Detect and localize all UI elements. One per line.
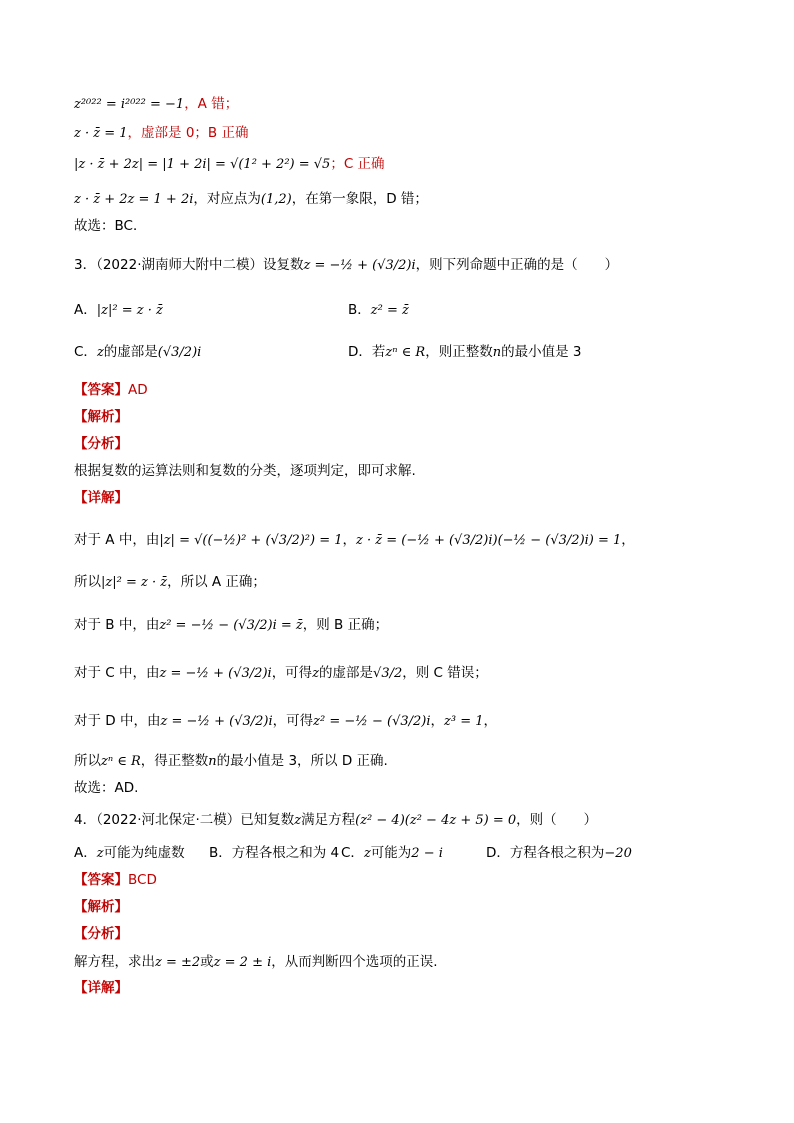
math-expression: z · z̄ = 1 [74,126,128,141]
text: ， [430,713,445,729]
q3-detail-c [74,663,734,684]
option-label: A． [74,845,97,861]
text: 的虚部是 [319,665,374,681]
math-expression: |z · z̄ + 2z| = |1 + 2i| = √(1² + 2²) = √5 [74,157,331,172]
text: 所以 [74,753,101,769]
q4-option-c [341,843,443,864]
fenxi-tag: 【分析】 [74,926,128,942]
q3-options-row-1 [74,300,734,321]
q3-option-b [348,300,409,321]
q3-final-answer: 故选：AD. [74,780,139,796]
text: 所以 [74,574,101,590]
text: 或 [200,954,214,970]
option-text: 可能为 [370,845,412,861]
text: 满足方程 [301,812,356,828]
text: ，则 B 正确； [302,617,389,633]
prev-line-1 [74,94,734,115]
text: ，得正整数 [140,753,209,769]
q3-option-d [348,342,581,363]
math-expression: z = 2 ± i [213,955,272,970]
q3-detail-b [74,615,734,636]
option-label: D．若 [348,344,386,360]
text: ， [342,532,357,548]
q3-xiangjie-tag [74,488,734,508]
q3-detail-d-conclusion [74,751,734,772]
math-expression: |z|² = z · z̄ [101,575,168,590]
answer-tag: 【答案】 [74,872,128,888]
math-expression: |z| = √((−½)² + (√3/2)²) = 1 [159,533,343,548]
analysis-tag: 【解析】 [74,899,128,915]
math-expression: zⁿ ∈ R [101,754,141,769]
math-expression: z · z̄ = (−½ + (√3/2)i)(−½ − (√3/2)i) = 1 [356,533,622,548]
math-expression: z = ±2 [155,955,201,970]
q4-stem [74,810,734,831]
q4-fenxi-tag [74,924,734,944]
prev-answer: 故选：BC． [74,218,147,234]
q3-option-c [74,344,201,360]
math-expression: z = −½ + (√3/2)i [160,714,273,729]
q4-xiangjie-tag [74,978,734,998]
math-expression: |z|² = z · z̄ [96,303,163,318]
math-expression: (√3/2)i [157,345,202,360]
q3-stem-post: ，则下列命题中正确的是（ ） [415,257,619,273]
text: ，对应点为 [193,191,261,207]
option-label: C． [341,845,364,861]
option-text: 的虚部是 [103,344,158,360]
q4-analysis-tag [74,897,734,917]
math-variable: z [96,846,104,861]
math-variable: z [312,666,320,681]
xiangjie-tag: 【详解】 [74,980,128,996]
option-label: B．方程各根之和为 4 [209,845,340,861]
q3-answer [74,380,734,400]
math-expression: z² = z̄ [370,303,409,318]
text: 对于 A 中，由 [74,532,160,548]
text: ，可得 [271,665,313,681]
judgement-note: ，虚部是 0；B 正确 [127,125,249,141]
q3-fenxi: 根据复数的运算法则和复数的分类，逐项判定，即可求解. [74,463,416,479]
q4-stem-pre: 4．（2022·河北保定·二模）已知复数 [74,812,295,828]
q3-options-row-2 [74,342,734,363]
math-variable: z [96,345,104,360]
text: ，所以 A 正确； [167,574,266,590]
math-expression: z = −½ + (√3/2)i [159,666,272,681]
math-expression: (1,2) [260,192,292,207]
math-expression: z³ = 1 [444,714,484,729]
math-variable: n [208,754,217,769]
text: ，从而判断四个选项的正误. [271,954,438,970]
q3-stem [74,255,734,276]
q3-fenxi-tag [74,434,734,454]
prev-line-3 [74,154,734,175]
text: 的最小值是 3，所以 D 正确. [216,753,388,769]
judgement-note: ；C 正确 [330,156,385,172]
option-label: D．方程各根之积为 [486,845,605,861]
q4-stem-post: ，则（ ） [516,812,598,828]
q3-option-a [74,302,163,318]
q4-option-d [486,843,632,864]
math-expression: −20 [604,846,632,861]
text: 对于 B 中，由 [74,617,160,633]
text: 对于 C 中，由 [74,665,160,681]
option-label: C． [74,344,97,360]
judgement-note: ，A 错； [184,96,239,112]
answer-value: BCD [128,872,157,888]
q4-option-a [74,845,185,861]
math-variable: z [363,846,371,861]
math-expression: 2 − i [411,846,443,861]
q3-analysis-tag [74,407,734,427]
q4-option-b [209,843,339,863]
text: ， [483,713,498,729]
math-expression: z² = −½ − (√3/2)i [313,714,431,729]
option-label: B． [348,302,371,318]
q4-fenxi [74,952,734,973]
answer-tag: 【答案】 [74,382,128,398]
math-variable: n [492,345,502,360]
q3-detail-a [74,530,734,551]
math-expression: √3/2 [373,666,403,681]
prev-line-2 [74,123,734,144]
q3-detail-d [74,711,734,732]
option-text: ，则正整数 [425,344,493,360]
math-expression: zⁿ ∈ R [385,345,426,360]
text: ， [621,532,635,548]
q4-options-row [74,843,734,864]
text: 对于 D 中，由 [74,713,161,729]
text: ，可得 [272,713,314,729]
text: ，则 C 错误； [402,665,488,681]
q3-stem-pre: 3．（2022·湖南师大附中二模）设复数 [74,257,304,273]
math-expression: z · z̄ + 2z = 1 + 2i [74,192,194,207]
math-expression: z = −½ + (√3/2)i [303,258,416,273]
option-text: 可能为纯虚数 [103,845,185,861]
text: ，在第一象限，D 错； [291,191,428,207]
math-expression: z²⁰²² = i²⁰²² = −1 [74,97,185,112]
option-label: A． [74,302,97,318]
math-variable: z [294,813,302,828]
analysis-tag: 【解析】 [74,409,128,425]
math-expression: (z² − 4)(z² − 4z + 5) = 0 [355,813,517,828]
xiangjie-tag: 【详解】 [74,490,128,506]
fenxi-tag: 【分析】 [74,436,128,452]
q3-detail-a-conclusion [74,572,734,593]
answer-value: AD [128,382,148,398]
q4-answer [74,870,734,890]
math-expression: z² = −½ − (√3/2)i = z̄ [159,618,303,633]
option-text: 的最小值是 3 [501,344,582,360]
prev-line-4 [74,189,734,210]
text: 解方程，求出 [74,954,155,970]
